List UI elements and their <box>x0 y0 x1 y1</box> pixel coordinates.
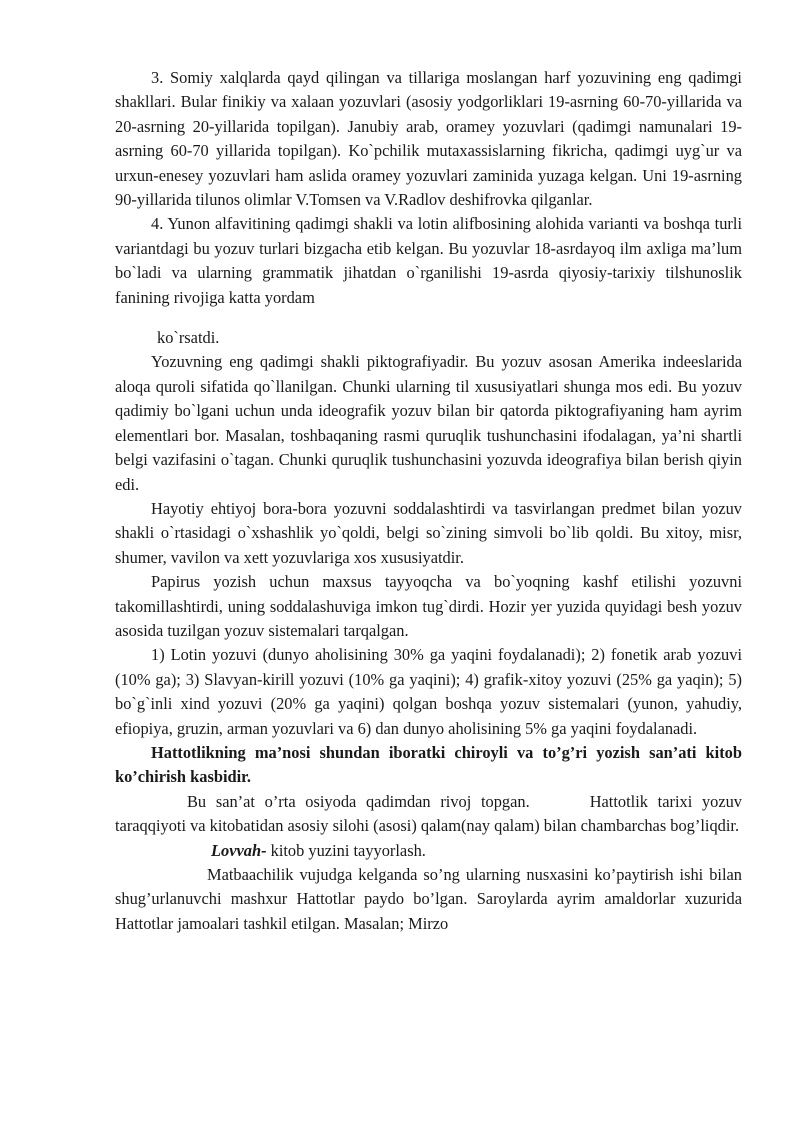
paragraph-matbaachilik: Matbaachilik vujudga kelganda so’ng ularning nusxasini ko’paytirish ishi bilan shug’urlanuvchi mashxur Hattotlar paydo bo’lgan. Saroylarda ayrim amaldorlar xuzurida Hattotlar jamoalari tashkil etilgan. Masalan; Mirzo <box>115 865 742 933</box>
paragraph-hayotiy-ehtiyoj: Hayotiy ehtiyoj bora-bora yozuvni soddalashtirdi va tasvirlangan predmet bilan yozuv shakli o`rtasidagi o`xshashlik yo`qoldi, belgi so`zining simvoli bo`lib qoldi. Bu xitoy, misr, shumer, vavilon va xett yozuvlariga xos xususiyatdir. <box>115 498 742 567</box>
term-lovvah: Lovvah- <box>211 840 267 860</box>
paragraph-hattotlik-tarixi <box>115 790 742 839</box>
definition-lovvah: kitob yuzini tayyorlash. <box>266 840 426 860</box>
paragraph-yunon-alfaviti: 4. Yunon alfavitining qadimgi shakli va lotin alifbosining alohida varianti va boshqa turli variantdagi bu yozuv turlari bizgacha etib kelgan. Bu yozuvlar 18-asrdayoq ilm axliga ma’lum bo`ladi va ularning grammatik jihatdan o`rganilishi 19-asrda qiyosiy-tarixiy tilshunoslik fanining rivojiga katta yordam <box>115 214 742 307</box>
paragraph-somiy-yozuvlar: 3. Somiy xalqlarda qayd qilingan va tillariga moslangan harf yozuvining eng qadimgi shakllari. Bular finikiy va xalaan yozuvlari (asosiy yodgorliklari 19-asrning 60-70-yillarida va 20-asrning 20-yillarida topilgan). Janubiy arab, oramey yozuvlari (qadimgi namunalari 19-asrning 60-70 yillarida topilgan). Ko`pchilik mutaxassislarning fikricha, qadimgi uyg`ur va urxun-enesey yozuvlari ham aslida oramey yozuvlari zaminida yuzaga kelgan. Uni 19-asrning 90-yillarida tilunos olimlar V.Tomsen va V.Radlov deshifrovka qilganlar. <box>115 68 742 210</box>
paragraph-papirus: Papirus yozish uchun maxsus tayyoqcha va bo`yoqning kashf etilishi yozuvni takomillashtirdi, uning soddalashuviga imkon tug`dirdi. Hozir yer yuzida quyidagi besh yozuv asosida tuzilgan yozuv sistemalari tarqalgan. <box>115 572 742 640</box>
paragraph-hattotlik-definition: Hattotlikning ma’nosi shundan iboratki chiroyli va to’g’ri yozish san’ati kitob ko’chirish kasbidir. <box>115 742 742 787</box>
paragraph-piktografiya: Yozuvning eng qadimgi shakli piktografiyadir. Bu yozuv asosan Amerika indeeslarida aloqa quroli sifatida qo`llanilgan. Chunki ularning til xususiyatlari shunga mos edi. Bu yozuv qadimiy bo`lgani uchun unda ideografik yozuv bilan bir qatorda piktografiyaning ham ayrim elementlari bor. Masalan, toshbaqaning rasmi quruqlik tushunchasini ifodalagan, ya’ni shartli belgi vazifasini o`tagan. Chunki quruqlik tushunchasini yozuvda ideografiya bilan berish qiyin edi. <box>115 352 742 494</box>
sentence-hattotlik-tarixi: Hattotlik tarixi yozuv taraqqiyoti va kitobatidan asosiy silohi (asosi) qalam(nay qalam) bilan chambarchas bog’liqdir. <box>115 791 742 836</box>
paragraph-yozuv-sistemalari: 1) Lotin yozuvi (dunyo aholisining 30% ga yaqini foydalanadi); 2) fonetik arab yozuvi (10% ga); 3) Slavyan-kirill yozuvi (10% ga yaqini); 4) grafik-xitoy yozuvi (25% ga yaqin); 5) bo`g`inli xind yozuvi (20% ga yaqini) qolgan boshqa yozuv sistemalari (yunon, yahudiy, efiopiya, gruzin, arman yozuvlari va 6) dan dunyo aholisining 5% ga yaqini foydalanadi. <box>115 645 742 738</box>
paragraph-lovvah <box>115 839 742 863</box>
sentence-sanat: Bu san’at o’rta osiyoda qadimdan rivoj topgan. <box>187 791 530 811</box>
paragraph-continuation: ko`rsatdi. <box>157 328 220 348</box>
